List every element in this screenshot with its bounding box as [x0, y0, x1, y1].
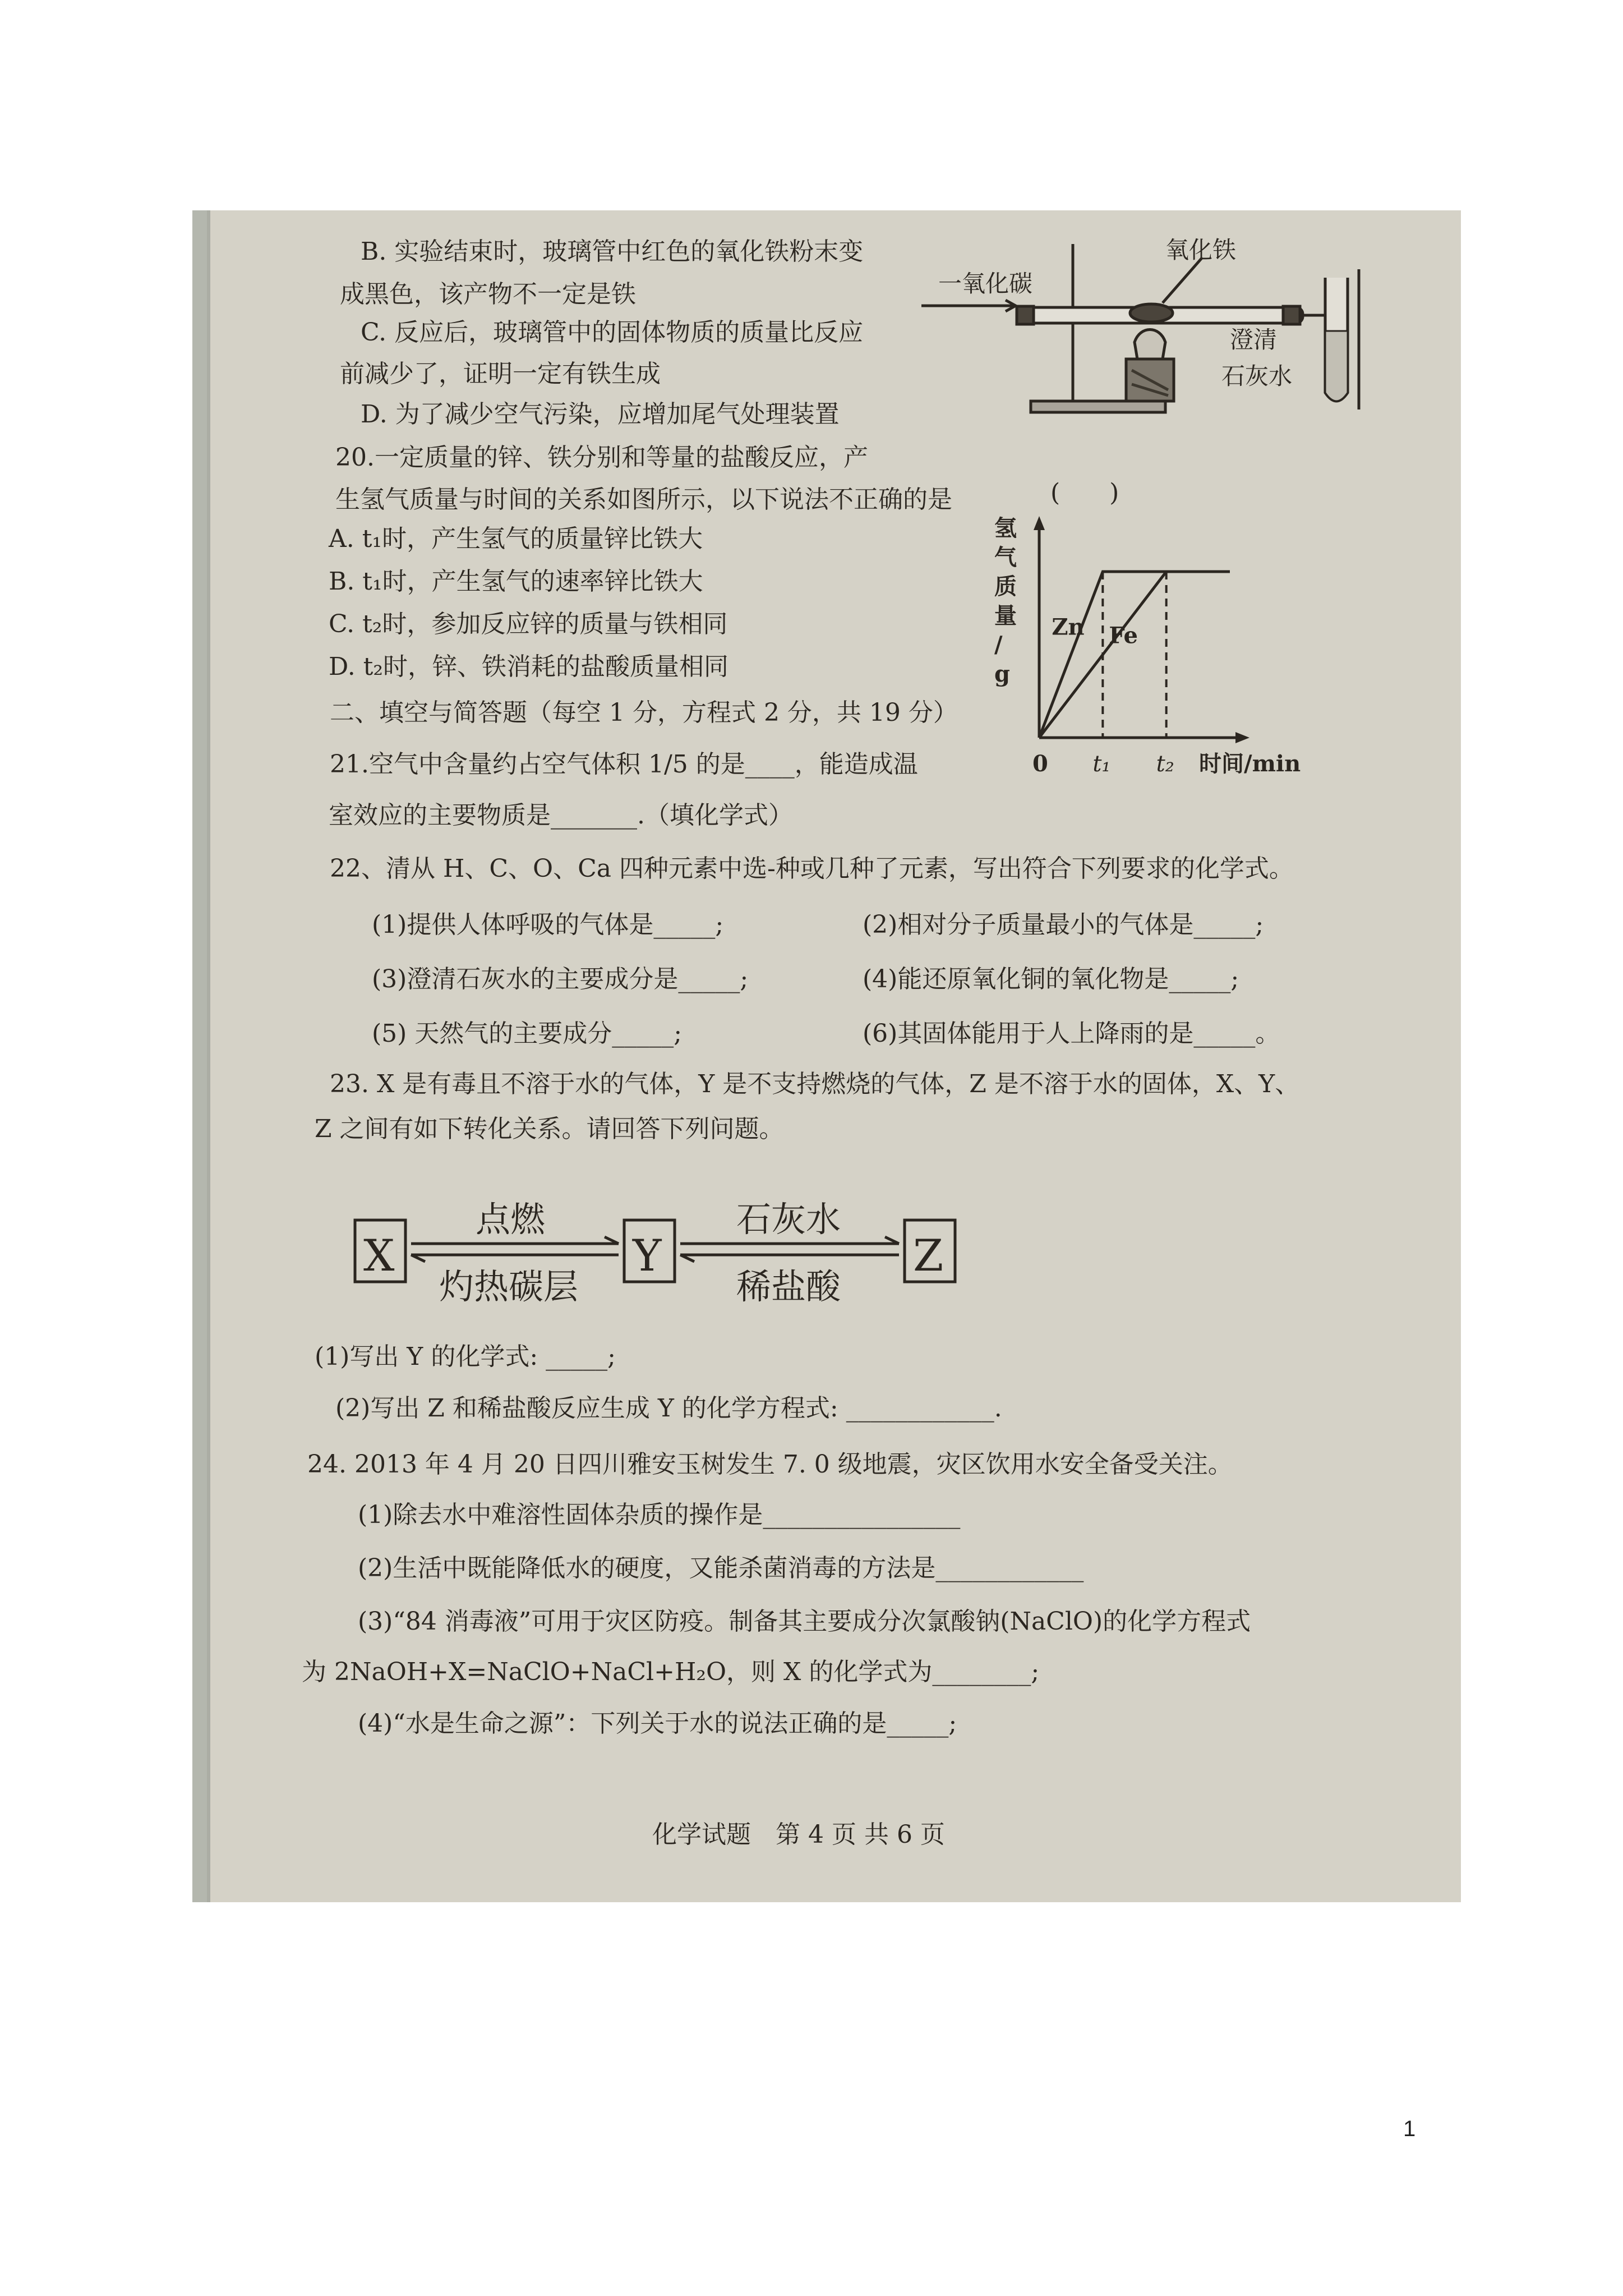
q24-sub4: (4)“水是生命之源”：下列关于水的说法正确的是_____;: [358, 1709, 957, 1738]
series-label-zn: Zn: [1052, 614, 1085, 641]
q20-stem-line1: 20.一定质量的锌、铁分别和等量的盐酸反应，产: [335, 443, 868, 472]
q23-stem-line1: 23. X 是有毒且不溶于水的气体，Y 是不支持燃烧的气体，Z 是不溶于水的固体，X、Y、: [330, 1070, 1300, 1098]
q23-sub1: (1)写出 Y 的化学式: _____;: [315, 1342, 616, 1371]
binding-edge: [192, 210, 207, 1902]
q20-option-b: B. t₁时，产生氢气的速率锌比铁大: [329, 567, 703, 596]
page-number: 1: [1403, 2116, 1416, 2141]
q23-sub2: (2)写出 Z 和稀盐酸反应生成 Y 的化学方程式: ____________.: [335, 1394, 1002, 1423]
q21-line1: 21.空气中含量约占空气体积 1/5 的是____，能造成温: [330, 750, 918, 779]
y-axis-arrow: [1034, 516, 1045, 530]
label-limewater-1: 澄清: [1230, 326, 1278, 353]
scanned-exam-photo: [192, 210, 1461, 1902]
series-label-fe: Fe: [1109, 622, 1138, 649]
q21-line2: 室效应的主要物质是_______.（填化学式）: [329, 801, 793, 830]
q24-sub3-line1: (3)“84 消毒液”可用于灾区防疫。制备其主要成分次氯酸钠(NaClO)的化学方程式: [358, 1607, 1251, 1636]
q22-item2: (2)相对分子质量最小的气体是_____;: [863, 910, 1264, 939]
q22-item6: (6)其固体能用于人上降雨的是_____。: [863, 1019, 1280, 1048]
arrow1-bottom-label: 灼热碳层: [439, 1266, 579, 1307]
q22-item5: (5) 天然气的主要成分_____;: [372, 1019, 683, 1048]
q22-item4: (4)能还原氧化铜的氧化物是_____;: [863, 965, 1239, 993]
binding-shadow: [207, 210, 210, 1902]
exam-footer: 化学试题 第 4 页 共 6 页: [652, 1820, 945, 1849]
label-limewater-2: 石灰水: [1221, 362, 1293, 390]
q19-option-b-line1: B. 实验结束时，玻璃管中红色的氧化铁粉末变: [361, 237, 864, 266]
arrow1-top-label: 点燃: [476, 1199, 546, 1240]
q22-stem: 22、清从 H、C、O、Ca 四种元素中选-种或几种了元素，写出符合下列要求的化学式。: [330, 854, 1294, 883]
origin-label: 0: [1032, 751, 1048, 777]
q20-answer-paren: ( ): [1050, 478, 1119, 507]
arrow2-top-label: 石灰水: [736, 1199, 841, 1240]
co-reduction-apparatus: [910, 224, 1460, 426]
q20-option-a: A. t₁时，产生氢气的质量锌比铁大: [329, 524, 703, 553]
q22-item1: (1)提供人体呼吸的气体是_____;: [372, 910, 724, 939]
q24-sub3-line2: 为 2NaOH+X=NaClO+NaCl+H₂O，则 X 的化学式为________;: [302, 1658, 1040, 1686]
q24-sub2: (2)生活中既能降低水的硬度，又能杀菌消毒的方法是____________: [358, 1554, 1084, 1582]
hydrogen-mass-chart: [978, 513, 1325, 777]
series-line-zn: [1039, 572, 1230, 738]
section2-heading: 二、填空与简答题（每空 1 分，方程式 2 分，共 19 分）: [330, 698, 958, 727]
q20-option-d: D. t₂时，锌、铁消耗的盐酸质量相同: [329, 652, 729, 681]
q23-stem-line2: Z 之间有如下转化关系。请回答下列问题。: [315, 1115, 784, 1143]
q19-option-c-line2: 前减少了，证明一定有铁生成: [340, 360, 661, 388]
x-axis-arrow: [1235, 732, 1249, 743]
q19-option-c-line1: C. 反应后，玻璃管中的固体物质的质量比反应: [361, 318, 864, 347]
q19-option-d: D. 为了减少空气污染，应增加尾气处理装置: [361, 400, 840, 429]
x-axis-label: 时间/min: [1199, 751, 1301, 777]
q20-option-c: C. t₂时，参加反应锌的质量与铁相同: [329, 610, 728, 638]
q22-item3: (3)澄清石灰水的主要成分是_____;: [372, 965, 749, 993]
conversion-diagram: [344, 1181, 1129, 1327]
q19-option-b-line2: 成黑色，该产物不一定是铁: [340, 280, 636, 309]
box-y-label: Y: [633, 1231, 662, 1281]
x-tick-label: t₂: [1156, 751, 1174, 777]
box-x-label: X: [363, 1231, 395, 1281]
label-carbon-monoxide: 一氧化碳: [938, 270, 1033, 297]
q24-stem: 24. 2013 年 4 月 20 日四川雅安玉树发生 7. 0 级地震，灾区饮用水安全备受关注。: [307, 1450, 1233, 1479]
y-axis-label: 氢气质量/ g: [994, 515, 1017, 687]
series-line-fe: [1039, 572, 1230, 738]
q20-stem-line2: 生氢气质量与时间的关系如图所示，以下说法不正确的是: [335, 485, 952, 514]
label-iron-oxide: 氧化铁: [1165, 236, 1237, 264]
arrow2-bottom-label: 稀盐酸: [736, 1266, 841, 1307]
q24-sub1: (1)除去水中难溶性固体杂质的操作是________________: [358, 1501, 961, 1529]
x-tick-label: t₁: [1092, 751, 1111, 777]
box-z-label: Z: [913, 1231, 944, 1281]
